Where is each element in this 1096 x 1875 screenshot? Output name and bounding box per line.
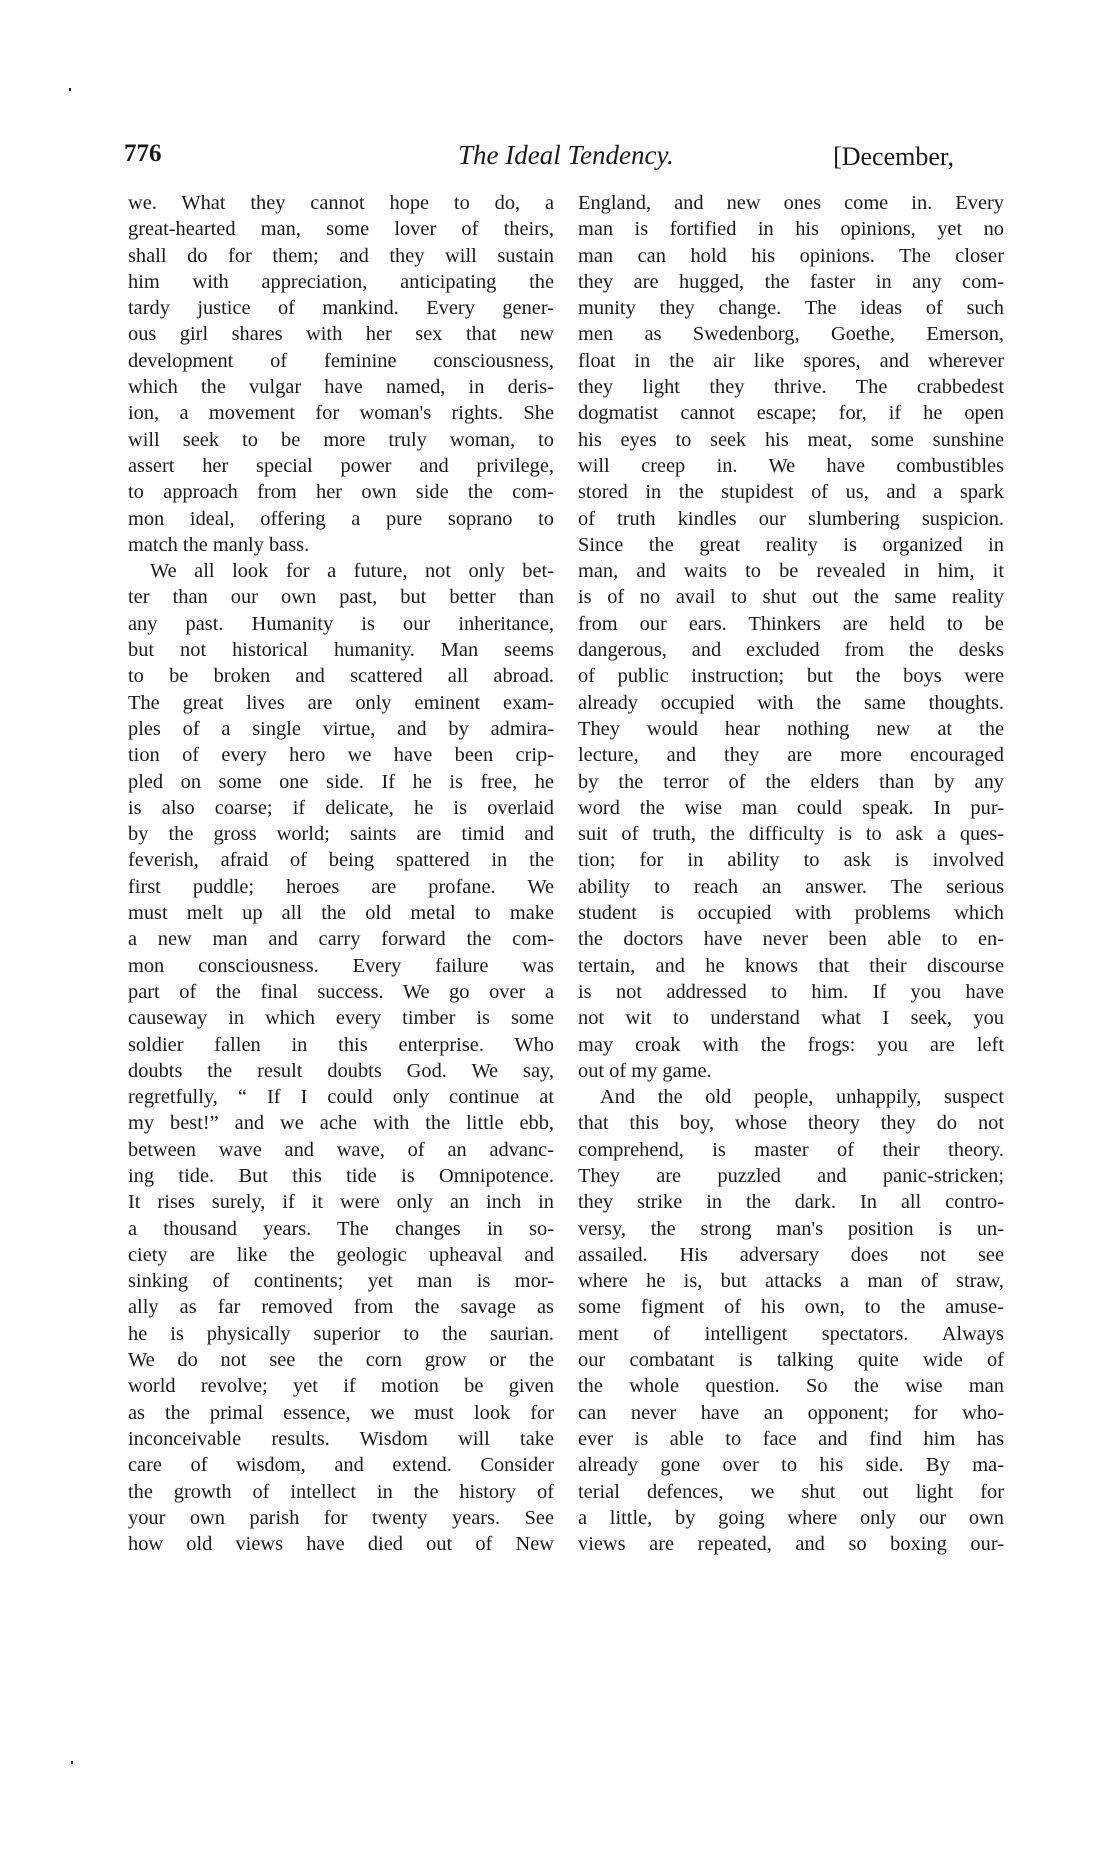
scan-speck [69,88,71,91]
text-line: will creep in. We have combustibles [578,454,1004,477]
text-column-right [578,190,1004,1557]
text-line: between wave and wave, of an advanc- [128,1138,554,1161]
text-line: care of wisdom, and extend. Consider [128,1454,554,1477]
text-line: is of no avail to shut out the same reality [578,586,1004,609]
text-line: any past. Humanity is our inheritance, [128,612,554,635]
text-line: match the manly bass. [128,533,310,556]
text-line: versy, the strong man's position is un- [578,1217,1004,1240]
text-line: mon ideal, offering a pure soprano to [128,507,554,530]
text-line: ter than our own past, but better than [128,586,554,609]
text-line: man is fortified in his opinions, yet no [578,218,1004,241]
text-line: from our ears. Thinkers are held to be [578,612,1004,635]
text-line: already gone over to his side. By ma- [578,1454,1004,1477]
text-line: great-hearted man, some lover of theirs, [128,218,554,241]
text-line: the growth of intellect in the history of [128,1480,554,1503]
text-line: float in the air like spores, and wherever [578,349,1004,372]
text-line: a little, by going where only our own [578,1506,1004,1529]
text-line: dogmatist cannot escape; for, if he open [578,402,1004,425]
text-line: comprehend, is master of their theory. [578,1138,1004,1161]
text-line: soldier fallen in this enterprise. Who [128,1033,554,1056]
text-line: man, and waits to be revealed in him, it [578,560,1004,583]
text-line: They would hear nothing new at the [578,717,1004,740]
text-line: a thousand years. The changes in so- [128,1217,554,1240]
text-line: of truth kindles our slumbering suspicion. [578,507,1004,530]
text-line: word the wise man could speak. In pur- [578,796,1004,819]
text-line: dangerous, and excluded from the desks [578,639,1004,662]
text-line: feverish, afraid of being spattered in the [128,849,554,872]
text-line: Since the great reality is organized in [578,533,1004,556]
text-line: some figment of his own, to the amuse- [578,1296,1004,1319]
text-line: man can hold his opinions. The closer [578,244,1004,267]
text-line: a new man and carry forward the com- [128,928,554,951]
text-line: munity they change. The ideas of such [578,297,1004,320]
text-line: where he is, but attacks a man of straw, [578,1270,1004,1293]
text-line: your own parish for twenty years. See [128,1506,554,1529]
text-line: world revolve; yet if motion be given [128,1375,554,1398]
text-line: he is physically superior to the saurian. [128,1322,554,1345]
text-line: by the terror of the elders than by any [578,770,1004,793]
text-line: regretfully, “ If I could only continue at [128,1086,554,1109]
text-line: we. What they cannot hope to do, a [128,192,554,214]
text-line: views are repeated, and so boxing our- [578,1533,1004,1556]
text-line: And the old people, unhappily, suspect [600,1086,1004,1109]
text-line: inconceivable results. Wisdom will take [128,1427,554,1450]
scan-speck [71,1761,73,1764]
text-line: the whole question. So the wise man [578,1375,1004,1398]
text-line: causeway in which every timber is some [128,1007,554,1030]
text-line: doubts the result doubts God. We say, [128,1059,554,1082]
text-line: first puddle; heroes are profane. We [128,875,554,898]
text-line: We do not see the corn grow or the [128,1349,554,1372]
text-line: our combatant is talking quite wide of [578,1349,1004,1372]
text-line: my best!” and we ache with the little ebb, [128,1112,554,1135]
text-line: can never have an opponent; for who- [578,1401,1004,1424]
text-line: tardy justice of mankind. Every gener- [128,297,554,320]
text-line: is not addressed to him. If you have [578,980,1004,1003]
text-line: terial defences, we shut out light for [578,1480,1004,1503]
text-line: sinking of continents; yet man is mor- [128,1270,554,1293]
text-line: his eyes to seek his meat, some sunshine [578,428,1004,451]
text-line: ciety are like the geologic upheaval and [128,1243,554,1266]
text-line: part of the final success. We go over a [128,980,554,1003]
text-line: of public instruction; but the boys were [578,665,1004,688]
text-line: tion of every hero we have been crip- [128,744,554,767]
text-line: tion; for in ability to ask is involved [578,849,1004,872]
text-line: already occupied with the same thoughts. [578,691,1004,714]
text-line: they are hugged, the faster in any com- [578,270,1004,293]
text-line: may croak with the frogs: you are left [578,1033,1004,1056]
text-line: pled on some one side. If he is free, he [128,770,554,793]
text-line: but not historical humanity. Man seems [128,639,554,662]
text-line: assailed. His adversary does not see [578,1243,1004,1266]
text-line: the doctors have never been able to en- [578,928,1004,951]
text-line: ever is able to face and find him has [578,1427,1004,1450]
issue-month: [December, [833,142,954,171]
text-line: tertain, and he knows that their discourse [578,954,1004,977]
running-title: The Ideal Tendency. [458,140,674,170]
text-line: ally as far removed from the savage as [128,1296,554,1319]
text-line: to approach from her own side the com- [128,481,554,504]
text-line: We all look for a future, not only bet- [150,560,554,583]
text-line: as the primal essence, we must look for [128,1401,554,1424]
text-column-left [128,190,554,1557]
text-line: how old views have died out of New [128,1533,554,1556]
text-line: men as Swedenborg, Goethe, Emerson, [578,323,1004,346]
text-line: stored in the stupidest of us, and a spark [578,481,1004,504]
text-line: to be broken and scattered all abroad. [128,665,554,688]
text-line: mon consciousness. Every failure was [128,954,554,977]
page-number: 776 [124,140,162,167]
text-line: will seek to be more truly woman, to [128,428,554,451]
text-line: The great lives are only eminent exam- [128,691,554,714]
text-line: that this boy, whose theory they do not [578,1112,1004,1135]
text-line: not wit to understand what I seek, you [578,1007,1004,1030]
text-line: lecture, and they are more encouraged [578,744,1004,767]
text-line: student is occupied with problems which [578,902,1004,925]
text-line: him with appreciation, anticipating the [128,270,554,293]
text-line: It rises surely, if it were only an inch in [128,1191,554,1214]
text-line: they strike in the dark. In all contro- [578,1191,1004,1214]
text-line: is also coarse; if delicate, he is overlaid [128,796,554,819]
text-line: out of my game. [578,1059,712,1082]
text-line: ment of intelligent spectators. Always [578,1322,1004,1345]
text-line: development of feminine consciousness, [128,349,554,372]
text-line: ples of a single virtue, and by admira- [128,717,554,740]
text-line: ion, a movement for woman's rights. She [128,402,554,425]
text-line: ability to reach an answer. The serious [578,875,1004,898]
text-line: must melt up all the old metal to make [128,902,554,925]
text-line: England, and new ones come in. Every [578,192,1004,214]
text-line: shall do for them; and they will sustain [128,244,554,267]
text-line: by the gross world; saints are timid and [128,823,554,846]
text-line: assert her special power and privilege, [128,454,554,477]
text-line: ous girl shares with her sex that new [128,323,554,346]
text-line: they light they thrive. The crabbedest [578,376,1004,399]
running-head [124,140,954,180]
text-line: which the vulgar have named, in deris- [128,376,554,399]
text-line: ing tide. But this tide is Omnipotence. [128,1164,554,1187]
text-line: They are puzzled and panic-stricken; [578,1164,1004,1187]
text-line: suit of truth, the difficulty is to ask a ques- [578,823,1004,846]
